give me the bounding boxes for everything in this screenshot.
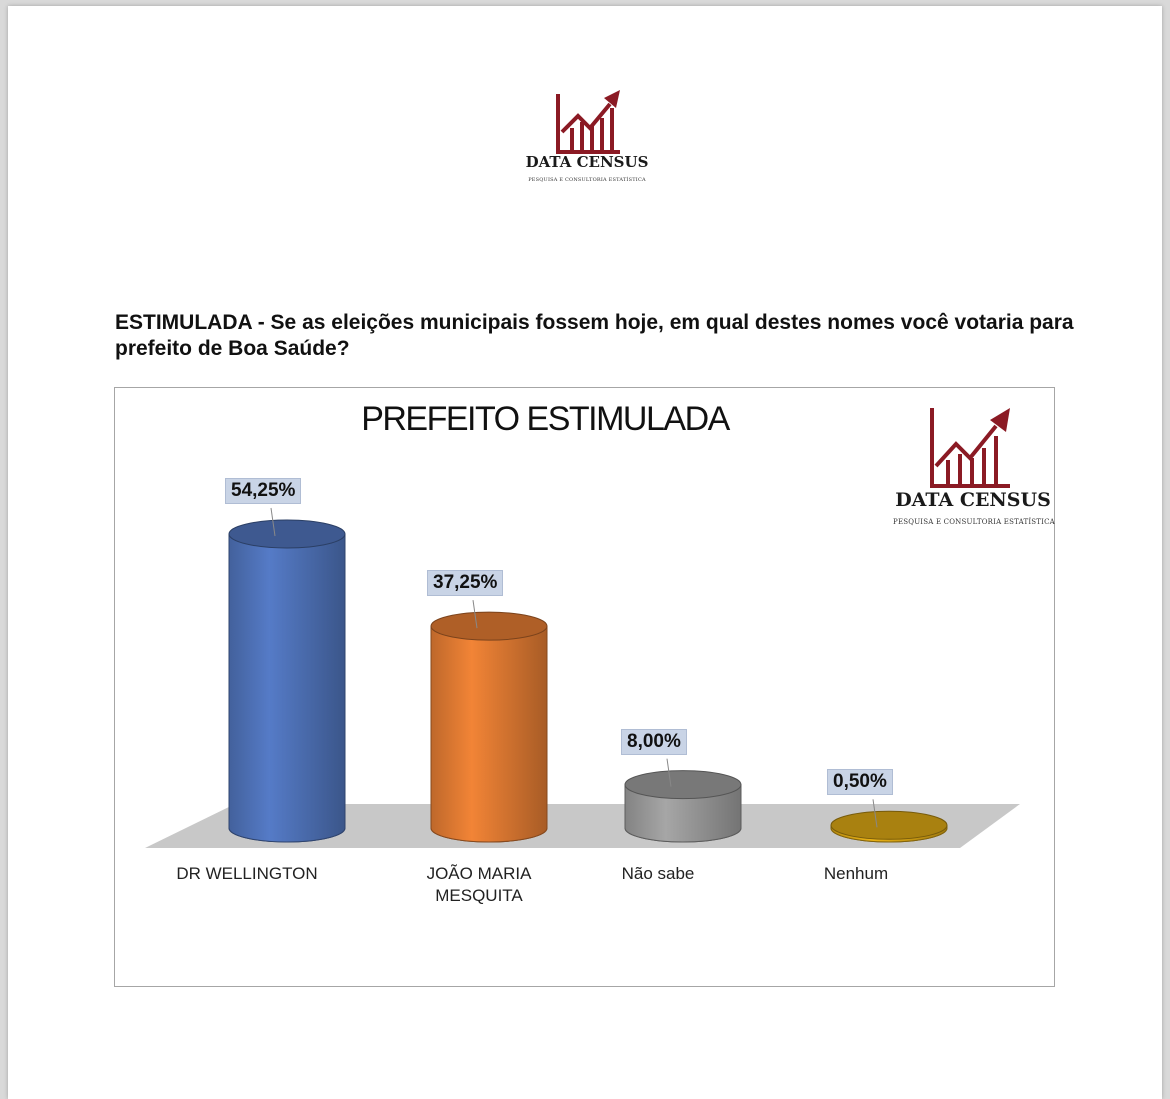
chart-title: PREFEITO ESTIMULADA bbox=[361, 400, 729, 438]
data-label-3: 0,50% bbox=[827, 769, 893, 795]
data-label-2: 8,00% bbox=[621, 729, 687, 755]
document-page bbox=[8, 6, 1162, 1099]
category-label-2: Não sabe bbox=[621, 864, 695, 883]
bar-1 bbox=[431, 626, 547, 842]
data-label-1: 37,25% bbox=[427, 570, 503, 596]
question-body: - Se as eleições municipais fossem hoje, em qual destes nomes você votaria para prefeito de Boa Saúde? bbox=[115, 311, 1074, 360]
chart-brand-name: DATA CENSUS bbox=[895, 489, 1051, 511]
bar-0 bbox=[229, 534, 345, 842]
bar-1-top bbox=[431, 612, 547, 640]
brand-name: DATA CENSUS bbox=[525, 153, 649, 171]
bar-2-top bbox=[625, 771, 741, 799]
category-label-1: JOÃO MARIA MESQUITA bbox=[426, 864, 532, 905]
chart-growth-icon bbox=[520, 82, 670, 192]
data-label-0: 54,25% bbox=[225, 478, 301, 504]
brand-tagline: PESQUISA E CONSULTORIA ESTATÍSTICA bbox=[528, 177, 646, 183]
bar-0-top bbox=[229, 520, 345, 548]
question-text bbox=[115, 310, 1075, 362]
category-label-3: Nenhum bbox=[823, 864, 889, 883]
category-label-0: DR WELLINGTON bbox=[176, 864, 318, 883]
chart-container bbox=[114, 387, 1055, 987]
question-lead: ESTIMULADA bbox=[115, 311, 252, 334]
chart-brand-tagline: PESQUISA E CONSULTORIA ESTATÍSTICA bbox=[893, 518, 1055, 526]
bar-3-top bbox=[831, 811, 947, 839]
